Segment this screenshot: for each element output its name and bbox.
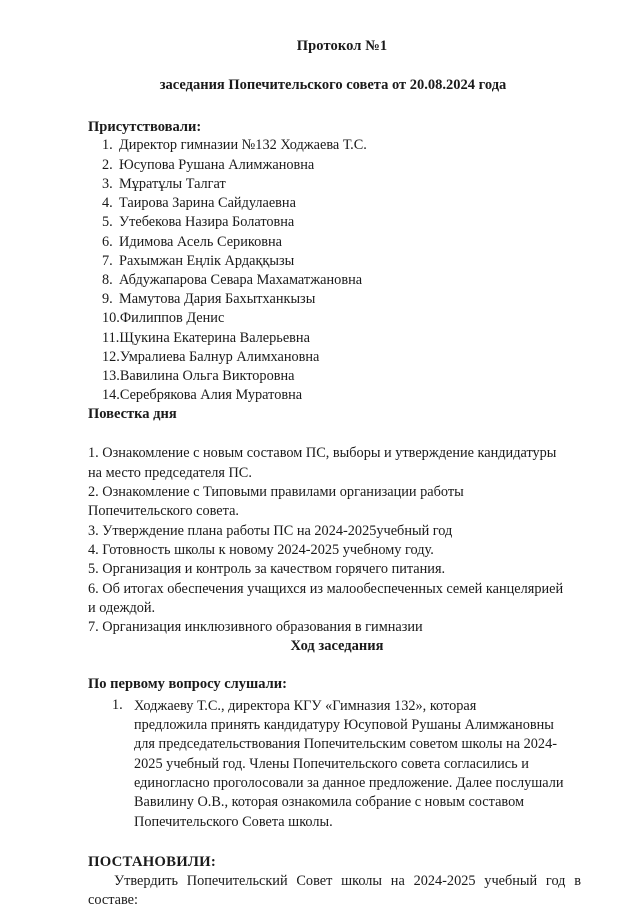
list-item-label: Мұратұлы Талгат bbox=[119, 175, 226, 192]
agenda-line: 1. Ознакомление с новым составом ПС, выборы и утверждение кандидатуры bbox=[88, 445, 557, 462]
list-item bbox=[88, 136, 570, 155]
list-item-number: 11. bbox=[102, 329, 120, 346]
attendees-list bbox=[88, 136, 570, 405]
list-item-label: Абдужапарова Севара Махаматжановна bbox=[119, 272, 363, 288]
resolved-line: Утвердить Попечительский Совет школы на 2024-2025 учебный год в bbox=[114, 872, 581, 889]
list-item-label: Рахымжан Еңлік Ардаққызы bbox=[119, 252, 295, 269]
list-item-label: Серебрякова Алия Муратовна bbox=[119, 387, 303, 404]
agenda-line: 2. Ознакомление с Типовыми правилами организации работы bbox=[88, 483, 464, 500]
list-item bbox=[88, 309, 570, 328]
list-item-label: Умралиева Балнур Алимхановна bbox=[119, 348, 320, 365]
resolved-heading: ПОСТАНОВИЛИ: bbox=[88, 854, 216, 871]
resolved-body bbox=[88, 872, 581, 911]
list-item-label: Таирова Зарина Сайдулаевна bbox=[119, 195, 296, 212]
paragraph-line: для председательствования Попечительским советом школы на 2024- bbox=[134, 736, 557, 753]
agenda-line: Попечительского совета. bbox=[88, 503, 239, 520]
list-item bbox=[88, 156, 570, 175]
agenda-line: 3. Утверждение плана работы ПС на 2024-2025учебный год bbox=[88, 522, 453, 539]
paragraph-line: предложила принять кандидатуру Юсуповой Рушаны Алимжановны bbox=[134, 716, 554, 733]
agenda-list bbox=[88, 423, 570, 638]
agenda-line: 7. Организация инклюзивного образования в гимназии bbox=[88, 619, 423, 636]
list-item-number: 9. bbox=[102, 291, 113, 308]
list-item-number: 1. bbox=[112, 696, 123, 713]
list-item-label: Юсупова Рушана Алимжановна bbox=[119, 156, 315, 173]
list-item-number: 2. bbox=[102, 156, 113, 173]
list-item-number: 10. bbox=[102, 310, 120, 327]
page-title: Протокол №1 bbox=[296, 38, 388, 54]
list-item-label: Филиппов Денис bbox=[119, 310, 225, 327]
list-item bbox=[88, 367, 570, 386]
list-item bbox=[88, 233, 570, 252]
agenda-line: 4. Готовность школы к новому 2024-2025 учебному году. bbox=[88, 542, 434, 559]
list-item bbox=[88, 329, 570, 348]
agenda-line: 6. Об итогах обеспечения учащихся из малообеспеченных семей канцелярией bbox=[88, 580, 564, 597]
attendees-heading: Присутствовали: bbox=[88, 118, 202, 135]
list-item bbox=[88, 290, 570, 309]
list-item-number: 13. bbox=[102, 368, 120, 385]
list-item-label: Утебекова Назира Болатовна bbox=[119, 214, 295, 231]
list-item-number: 4. bbox=[102, 195, 113, 212]
list-item-label: Мамутова Дария Бахытханкызы bbox=[119, 291, 316, 308]
paragraph-line: Ходжаеву Т.С., директора КГУ «Гимназия 132», которая bbox=[134, 697, 477, 714]
list-item bbox=[88, 175, 570, 194]
list-item-number: 3. bbox=[102, 175, 113, 192]
list-item-number: 8. bbox=[102, 272, 113, 288]
paragraph-line: Попечительского Совета школы. bbox=[134, 813, 333, 830]
list-item-label: Идимова Асель Сериковна bbox=[119, 233, 282, 250]
list-item bbox=[88, 252, 570, 271]
list-item bbox=[88, 348, 570, 367]
first-question-heading: По первому вопросу слушали: bbox=[88, 676, 287, 693]
list-item-label: Директор гимназии №132 Ходжаева Т.С. bbox=[119, 137, 367, 154]
resolved-line: составе: bbox=[88, 892, 138, 909]
paragraph-line: 2025 учебный год. Члены Попечительского совета согласились и bbox=[134, 755, 529, 772]
paragraph-line: единогласно проголосовали за данное предложение. Далее послушали bbox=[134, 775, 564, 792]
list-item-number: 7. bbox=[102, 252, 113, 269]
agenda-line: и одеждой. bbox=[88, 600, 156, 617]
agenda-line: на место председателя ПС. bbox=[88, 464, 252, 481]
agenda-heading: Повестка дня bbox=[88, 405, 177, 422]
list-item-number: 1. bbox=[102, 137, 113, 154]
list-item bbox=[88, 271, 570, 290]
list-item bbox=[88, 194, 570, 213]
list-item bbox=[88, 213, 570, 232]
list-item-number: 14. bbox=[102, 387, 120, 404]
agenda-line: 5. Организация и контроль за качеством горячего питания. bbox=[88, 561, 446, 578]
list-item bbox=[88, 386, 570, 405]
list-item-number: 6. bbox=[102, 233, 113, 250]
list-item-label: Вавилина Ольга Викторовна bbox=[119, 368, 295, 385]
list-item-number: 12. bbox=[102, 348, 120, 365]
proceedings-heading: Ход заседания bbox=[290, 637, 384, 654]
first-question-item bbox=[88, 694, 570, 833]
page-subtitle: заседания Попечительского совета от 20.08.2024 года bbox=[159, 77, 507, 94]
paragraph-line: Вавилину О.В., которая ознакомила собрание с новым составом bbox=[134, 794, 524, 811]
list-item-label: Щукина Екатерина Валерьевна bbox=[119, 329, 310, 346]
list-item-number: 5. bbox=[102, 214, 113, 231]
